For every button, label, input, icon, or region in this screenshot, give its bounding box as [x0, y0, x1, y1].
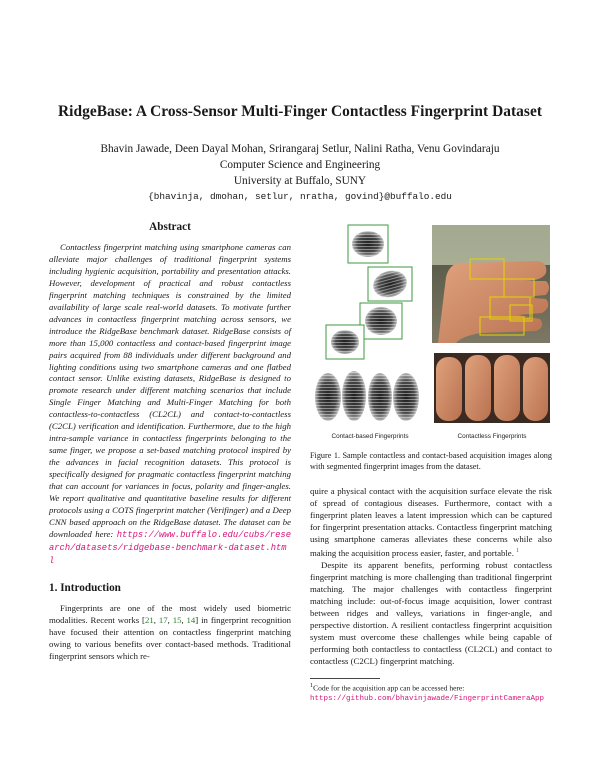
- segmented-print-4: [326, 325, 364, 359]
- intro-paragraph: Fingerprints are one of the most widely used biometric modalities. Recent works [21, 17, 15, 14] in fingerprint recognition have focused their attention on contactless fingerprint matching owing to various benefits over contact-based methods. Traditional fingerprint sensors which re-: [49, 602, 292, 661]
- footnote-divider: [310, 678, 380, 679]
- paragraph-text: quire a physical contact with the acquisition surface elevate the risk of spread of contagious diseases. Furthermore, contact with a fingerprint platen leaves a latent impression which can be captured for fingerprint presentation attacks. Contactless fingerprint matching using smartphone cameras alleviates these concerns while also making the acquisition process easier, faster, and portable.: [310, 486, 552, 559]
- abstract-body: Contactless fingerprint matching using smartphone cameras can alleviate major challenges of traditional fingerprint systems including hygienic acquisition, portability and presentation attacks. However, development of practical and robust contactless fingerprint matching techniques is constrained by the limited availability of large scale real-world datasets. To motivate further advances in contactless fingerprint matching across sensors, we introduce the RidgeBase benchmark dataset. RidgeBase consists of more than 15,000 contactless and contact-based fingerprint image pairs acquired from 88 individuals under different background and lighting conditions using two smartphone cameras and one flatbed contact sensor. Unlike existing datasets, RidgeBase is designed to promote research under different matching scenarios that include Single Finger Matching and Multi-Finger Matching for both contactless-to-contactless (CL2CL) and contact-to-contactless (C2CL) verification and identification. Furthermore, due to the high intra-sample variance in contactless fingerprints belonging to the same finger, we propose a set-based matching protocol inspired by the advances in facial recognition datasets. This protocol is specifically designed for pragmatic contactless fingerprint matching that can account for variances in focus, polarity and finger-angles. We report qualitative and quantitative baseline results for different protocols using a COTS fingerprint matcher (Verifinger) and a Deep CNN based approach on the RidgeBase dataset. The dataset can be downloaded here:: [49, 242, 291, 539]
- paper-title: RidgeBase: A Cross-Sensor Multi-Finger Contactless Fingerprint Dataset: [58, 103, 542, 120]
- segmented-print-2: [368, 267, 412, 301]
- footnote: [310, 681, 552, 705]
- intro-text-b: ] in fingerprint recognition have focused their attention on contactless fingerprint matching owing to various benefits over contact-based methods. Traditional fingerprint sensors which re-: [49, 614, 292, 661]
- figure-caption: Figure 1. Sample contactless and contact-based acquisition images along with segmented fingerprint images from the dataset.: [310, 451, 552, 472]
- hand-photo: [432, 225, 550, 343]
- citation-ref[interactable]: 17: [158, 614, 168, 625]
- footnote-text: Code for the acquisition app can be accessed here:: [313, 683, 465, 693]
- author-names: Bhavin Jawade, Deen Dayal Mohan, Srirangaraj Setlur, Nalini Ratha, Venu Govindaraju: [100, 143, 500, 155]
- segmented-print-3: [360, 303, 402, 339]
- left-column: [49, 221, 291, 663]
- citation-ref[interactable]: 21: [144, 614, 154, 625]
- figure-label-contact: Contact-based Fingerprints: [331, 433, 409, 440]
- right-column-text: [310, 486, 552, 704]
- intro-text-a: Fingerprints are one of the most widely used biometric modalities. Recent works [: [49, 602, 291, 625]
- footnote-link[interactable]: https://github.com/bhavinjawade/FingerprintCameraApp: [310, 695, 545, 704]
- abstract-heading: Abstract: [149, 221, 191, 233]
- figure-1-image: [310, 221, 552, 448]
- footnote-number: 1: [310, 681, 314, 689]
- citation-ref[interactable]: 15: [172, 614, 182, 625]
- university: University at Buffalo, SUNY: [233, 175, 367, 187]
- contact-based-prints: [315, 371, 419, 421]
- author-emails: {bhavinja, dmohan, setlur, nratha, govind}@buffalo.edu: [148, 191, 452, 202]
- section-heading-introduction: 1. Introduction: [49, 581, 121, 594]
- author-block: [0, 141, 600, 205]
- figure-label-contactless: Contactless Fingerprints: [457, 433, 527, 440]
- dataset-link[interactable]: https://www.buffalo.edu/cubs/research/datasets/ridgebase-benchmark-dataset.html: [49, 529, 291, 566]
- abstract-text: [49, 242, 291, 568]
- paragraph: [310, 486, 552, 560]
- footnote-marker[interactable]: 1: [516, 548, 520, 555]
- paragraph: Despite its apparent benefits, performing robust contactless fingerprint matching is more challenging than traditional fingerprint matching. The major challenges with contactless fingerprint matching include: out-of-focus image acquisition, lower contrast between ridges and valleys, variations in finger-angle, and perspective distortion. A resilient contactless fingerprint acquisition system must overcome these challenges while being capable of performing both contactless to contactless (CL2CL) and contact to contactless (C2CL) fingerprint matching.: [310, 560, 552, 666]
- segmented-print-1: [348, 225, 388, 263]
- right-column: [310, 221, 552, 704]
- department: Computer Science and Engineering: [219, 159, 381, 171]
- contactless-finger-photos: [434, 353, 550, 423]
- figure-1: [310, 221, 552, 448]
- citation-ref[interactable]: 14: [186, 614, 196, 625]
